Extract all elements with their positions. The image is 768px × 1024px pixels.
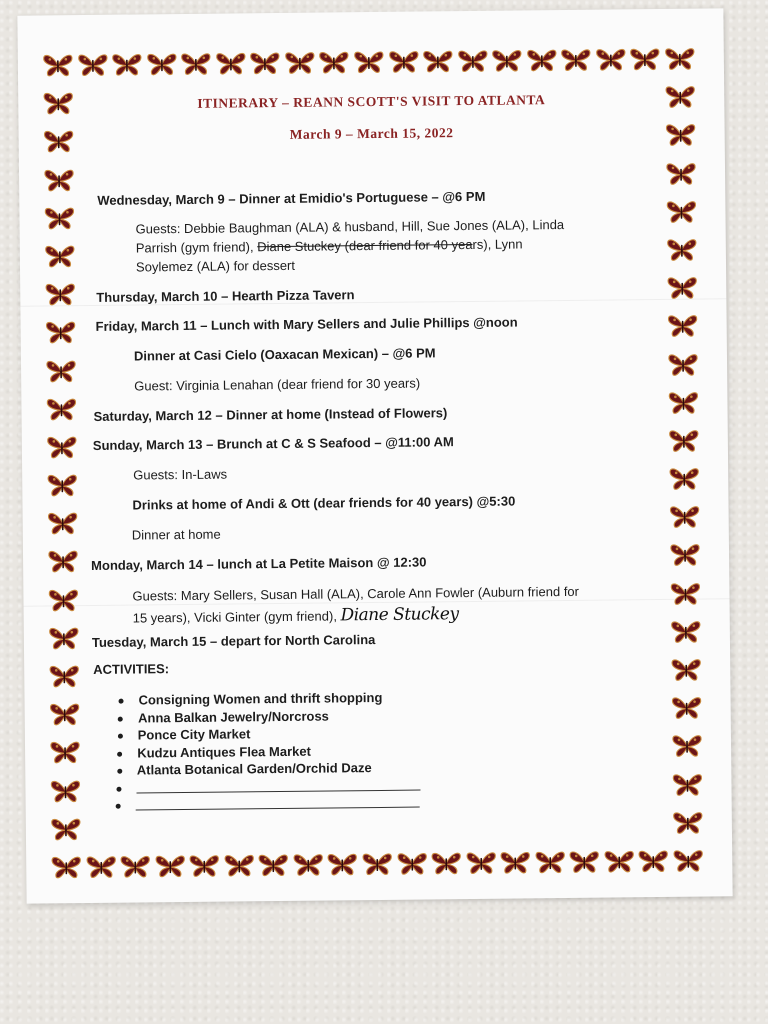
event-heading: Dinner at Casi Cielo (Oaxacan Mexican) – @6 PM <box>133 345 436 364</box>
guest-list <box>136 236 523 255</box>
activity-item: Kudzu Antiques Flea Market <box>137 743 311 761</box>
day-heading: Friday, March 11 – Lunch with Mary Sellers and Julie Phillips @noon <box>95 314 518 334</box>
activities-heading: ACTIVITIES: <box>93 661 170 677</box>
day-heading: Monday, March 14 – lunch at La Petite Maison @ 12:30 <box>91 554 427 573</box>
day-heading: Thursday, March 10 – Hearth Pizza Tavern <box>96 287 355 305</box>
activity-bullet <box>118 734 123 739</box>
day-heading: Wednesday, March 9 – Dinner at Emidio's Portuguese – @6 PM <box>97 188 486 208</box>
activity-bullet <box>116 786 121 791</box>
activity-bullet <box>116 804 121 809</box>
guest-text: Parrish (gym friend), <box>135 239 258 256</box>
itinerary-sheet <box>17 8 732 903</box>
guest-list: Guest: Virginia Lenahan (dear friend for 30 years) <box>134 375 421 394</box>
itinerary-content <box>17 8 732 903</box>
activity-bullet <box>118 716 123 721</box>
guest-list: Guests: Debbie Baughman (ALA) & husband, Hill, Sue Jones (ALA), Linda <box>135 217 565 237</box>
guest-text: 15 years), Vicki Ginter (gym friend), <box>132 608 337 626</box>
itinerary-title: ITINERARY – REANN SCOTT'S VISIT TO ATLANTA <box>197 92 546 111</box>
activity-item: Ponce City Market <box>137 726 251 743</box>
struck-guest: Diane Stuckey (dear friend for 40 yea <box>257 236 473 255</box>
activity-bullet <box>117 751 122 756</box>
activity-item: Consigning Women and thrift shopping <box>138 689 383 708</box>
activity-item: Atlanta Botanical Garden/Orchid Daze <box>136 760 372 778</box>
handwritten-guest: Diane Stuckey <box>340 604 459 626</box>
activity-item: Anna Balkan Jewelry/Norcross <box>138 707 329 725</box>
blank-activity-line <box>136 807 420 811</box>
activity-bullet <box>117 769 122 774</box>
day-heading: Saturday, March 12 – Dinner at home (Instead of Flowers) <box>93 405 448 424</box>
itinerary-dates: March 9 – March 15, 2022 <box>289 125 454 142</box>
guest-list: Soylemez (ALA) for dessert <box>135 257 296 275</box>
blank-activity-line <box>137 789 421 793</box>
day-heading: Tuesday, March 15 – depart for North Carolina <box>91 632 376 650</box>
day-heading: Sunday, March 13 – Brunch at C & S Seafood – @11:00 AM <box>92 434 454 453</box>
guest-text: rs), Lynn <box>472 236 523 252</box>
guest-list: Guests: In-Laws <box>133 466 228 483</box>
guest-list <box>133 604 459 627</box>
event-note: Dinner at home <box>131 526 221 543</box>
guest-list: Guests: Mary Sellers, Susan Hall (ALA), Carole Ann Fowler (Auburn friend for <box>132 583 580 604</box>
activity-bullet <box>119 699 124 704</box>
event-heading: Drinks at home of Andi & Ott (dear friends for 40 years) @5:30 <box>132 493 516 513</box>
